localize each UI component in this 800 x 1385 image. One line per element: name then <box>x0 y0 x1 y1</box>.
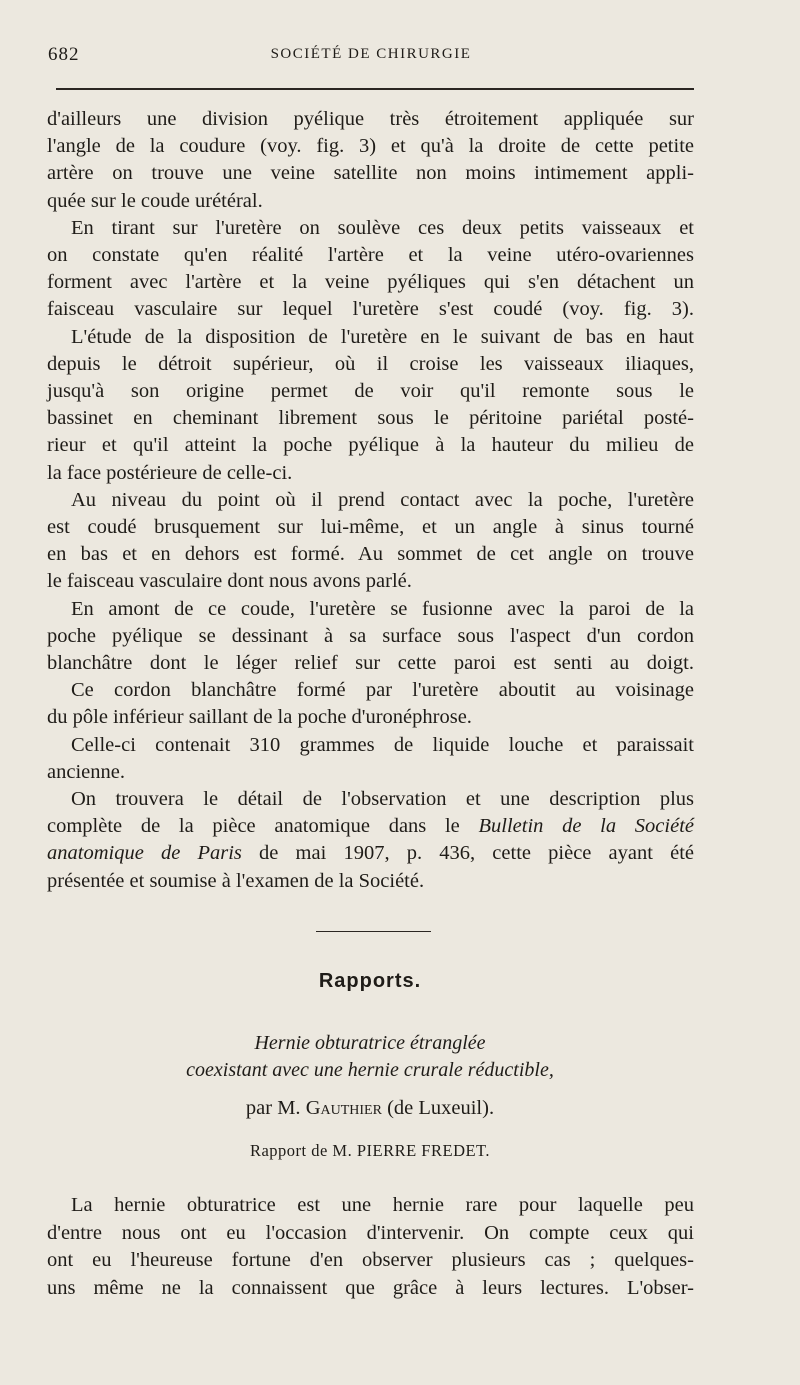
paragraph-6 <box>47 677 694 731</box>
journal-title: anatomique de Paris <box>47 842 242 865</box>
paragraph-9 <box>47 1192 694 1302</box>
header-rule <box>56 88 694 90</box>
text-line <box>47 840 694 867</box>
running-title: SOCIÉTÉ DE CHIRURGIE <box>270 46 472 62</box>
byline <box>0 1097 740 1120</box>
page-number: 682 <box>48 44 80 65</box>
text-line: artère on trouve une veine satellite non moins intimement appli- <box>47 162 694 185</box>
paragraph-1 <box>47 106 694 215</box>
paragraph-7 <box>47 732 694 786</box>
text-line: blanchâtre dont le léger relief sur cette paroi est senti au doigt. <box>47 652 694 675</box>
text-line: uns même ne la connaissent que grâce à leurs lectures. L'obser- <box>47 1276 694 1299</box>
report-attribution: Rapport de M. PIERRE FREDET. <box>249 1141 491 1160</box>
article-title-line: coexistant avec une hernie crurale réductible, <box>186 1059 554 1081</box>
text-line: La hernie obturatrice est une hernie rare pour laquelle peu <box>71 1194 694 1216</box>
author-name: Gauthier <box>305 1097 382 1119</box>
text-line: présentée et soumise à l'examen de la Société. <box>47 869 425 892</box>
text-line: forment avec l'artère et la veine pyéliques qui s'en détachent un <box>47 271 694 294</box>
paragraph-8 <box>47 786 694 895</box>
text-line: est coudé brusquement sur lui-même, et un angle à sinus tourné <box>47 516 694 539</box>
journal-title: Bulletin de la Société <box>478 815 694 838</box>
paragraph-3 <box>47 324 694 487</box>
paragraph-4 <box>47 487 694 596</box>
text-line: l'angle de la coudure (voy. fig. 3) et qu'à la droite de cette petite <box>47 135 694 158</box>
section-divider <box>316 931 431 932</box>
text-line: quée sur le coude urétéral. <box>47 189 263 212</box>
text-line: jusqu'à son origine permet de voir qu'il remonte sous le <box>47 380 694 403</box>
section-heading: Rapports. <box>318 970 422 992</box>
body-text <box>47 106 694 895</box>
text-line: poche pyélique se dessinant à sa surface sous l'aspect d'un cordon <box>47 624 694 647</box>
text-line: du pôle inférieur saillant de la poche d'uronéphrose. <box>47 706 472 729</box>
text-line: bassinet en cheminant librement sous le péritoine pariétal posté- <box>47 407 694 430</box>
text-line: En tirant sur l'uretère on soulève ces deux petits vaisseaux et <box>71 216 694 239</box>
text-line: L'étude de la disposition de l'uretère en le suivant de bas en haut <box>71 325 694 348</box>
text-line: Ce cordon blanchâtre formé par l'uretère aboutit au voisinage <box>71 679 694 702</box>
paragraph-2 <box>47 215 694 324</box>
text-fragment: complète de la pièce anatomique dans le <box>47 815 479 838</box>
text-line: depuis le détroit supérieur, où il croise les vaisseaux iliaques, <box>47 352 694 375</box>
text-line: On trouvera le détail de l'observation et une description plus <box>71 788 694 811</box>
article-title <box>0 1030 740 1084</box>
article-title-line: Hernie obturatrice étranglée <box>254 1032 486 1054</box>
text-line: ont eu l'heureuse fortune d'en observer plusieurs cas ; quelques- <box>47 1249 694 1271</box>
paragraph-5 <box>47 596 694 678</box>
closing-paragraph <box>47 1192 694 1302</box>
running-header <box>48 44 694 74</box>
text-line: la face postérieure de celle-ci. <box>47 461 293 484</box>
text-line: en bas et en dehors est formé. Au sommet de cet angle on trouve <box>47 543 694 566</box>
byline-suffix: (de Luxeuil). <box>381 1097 495 1119</box>
text-line: faisceau vasculaire sur lequel l'uretère s'est coudé (voy. fig. 3). <box>47 298 694 321</box>
byline-prefix: par M. <box>245 1097 306 1119</box>
text-line: on constate qu'en réalité l'artère et la veine utéro-ovariennes <box>47 244 694 267</box>
text-line: Au niveau du point où il prend contact avec la poche, l'uretère <box>71 488 694 511</box>
text-line: En amont de ce coude, l'uretère se fusionne avec la paroi de la <box>71 597 694 620</box>
text-line: le faisceau vasculaire dont nous avons parlé. <box>47 570 412 593</box>
text-line: d'ailleurs une division pyélique très étroitement appliquée sur <box>47 108 694 130</box>
text-line: rieur et qu'il atteint la poche pyélique à la hauteur du milieu de <box>47 434 694 457</box>
text-line: Celle-ci contenait 310 grammes de liquide louche et paraissait <box>71 733 694 756</box>
text-line: d'entre nous ont eu l'occasion d'intervenir. On compte ceux qui <box>47 1221 694 1244</box>
text-line: ancienne. <box>47 760 125 783</box>
text-line <box>47 813 694 840</box>
text-fragment: de mai 1907, p. 436, cette pièce ayant été <box>241 842 694 865</box>
